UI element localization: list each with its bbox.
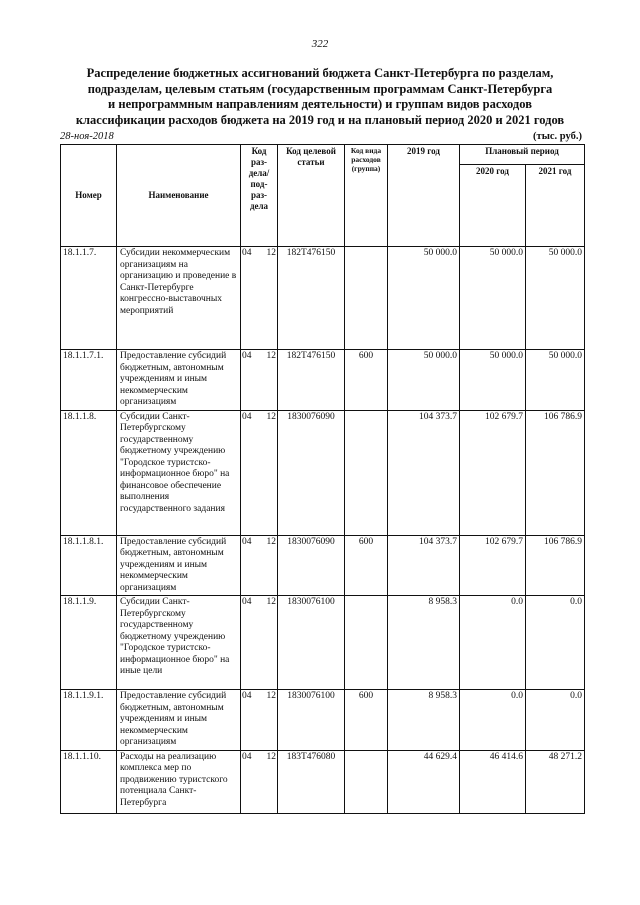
header-name: Наименование — [117, 145, 241, 247]
row-amount-2019: 50 000.0 — [388, 247, 460, 350]
table-row — [61, 247, 585, 350]
row-subsection-code: 12 — [263, 690, 278, 751]
row-amount-2021: 48 271.2 — [526, 750, 585, 813]
title-line-4: классификации расходов бюджета на 2019 год и на плановый период 2020 и 2021 годов — [75, 112, 565, 127]
row-section-code: 04 — [241, 410, 263, 535]
row-subsection-code: 12 — [263, 535, 278, 596]
row-amount-2019: 44 629.4 — [388, 750, 460, 813]
row-name: Субсидии некоммерческим организациям на организацию и проведение в Санкт-Петербурге конгрессно-выставочных мероприятий — [117, 247, 241, 350]
row-name: Расходы на реализацию комплекса мер по продвижению туристского потенциала Санкт-Петербурга — [117, 750, 241, 813]
row-type-code: 600 — [345, 690, 388, 751]
row-amount-2020: 0.0 — [460, 690, 526, 751]
header-2019: 2019 год — [388, 145, 460, 247]
row-subsection-code: 12 — [263, 410, 278, 535]
row-target-code: 182Т476150 — [278, 247, 345, 350]
header-section: Код раз-дела/ под-раз-дела — [241, 145, 278, 247]
row-section-code: 04 — [241, 690, 263, 751]
row-amount-2021: 106 786.9 — [526, 535, 585, 596]
row-name: Субсидии Санкт-Петербургскому государственному бюджетному учреждению "Городское туристско-информационное бюро" на финансовое обеспечение выполнения государственного задания — [117, 410, 241, 535]
title-line-2: подразделам, целевым статьям (государственным программам Санкт-Петербурга — [87, 81, 553, 96]
row-target-code: 1830076100 — [278, 690, 345, 751]
row-type-code — [345, 410, 388, 535]
header-number: Номер — [61, 145, 117, 247]
row-type-code: 600 — [345, 350, 388, 411]
row-amount-2020: 50 000.0 — [460, 247, 526, 350]
table-row — [61, 410, 585, 535]
row-name: Предоставление субсидий бюджетным, автономным учреждениям и иным некоммерческим организациям — [117, 350, 241, 411]
table-row — [61, 750, 585, 813]
row-number: 18.1.1.7. — [61, 247, 117, 350]
table-body — [61, 247, 585, 814]
row-amount-2021: 106 786.9 — [526, 410, 585, 535]
row-section-code: 04 — [241, 750, 263, 813]
row-number: 18.1.1.8.1. — [61, 535, 117, 596]
table-row — [61, 535, 585, 596]
row-name: Предоставление субсидий бюджетным, автономным учреждениям и иным некоммерческим организациям — [117, 690, 241, 751]
table-row — [61, 596, 585, 690]
row-amount-2019: 8 958.3 — [388, 596, 460, 690]
row-target-code: 182Т476150 — [278, 350, 345, 411]
row-section-code: 04 — [241, 596, 263, 690]
row-type-code — [345, 750, 388, 813]
table-row — [61, 690, 585, 751]
header-type: Код вида расходов (группа) — [345, 145, 388, 247]
title-line-1: Распределение бюджетных ассигнований бюджета Санкт-Петербурга по разделам, — [86, 66, 554, 80]
row-amount-2021: 0.0 — [526, 596, 585, 690]
row-subsection-code: 12 — [263, 750, 278, 813]
row-section-code: 04 — [241, 350, 263, 411]
row-type-code — [345, 247, 388, 350]
row-amount-2020: 102 679.7 — [460, 410, 526, 535]
row-section-code: 04 — [241, 535, 263, 596]
row-number: 18.1.1.10. — [61, 750, 117, 813]
table-row — [61, 350, 585, 411]
header-2020: 2020 год — [460, 165, 526, 247]
title-line-3: и непрограммным направлениям деятельности) и группам видов расходов — [108, 97, 532, 111]
row-target-code: 183Т476080 — [278, 750, 345, 813]
row-number: 18.1.1.7.1. — [61, 350, 117, 411]
row-amount-2021: 50 000.0 — [526, 350, 585, 411]
row-target-code: 1830076090 — [278, 535, 345, 596]
row-section-code: 04 — [241, 247, 263, 350]
row-number: 18.1.1.9. — [61, 596, 117, 690]
row-amount-2020: 102 679.7 — [460, 535, 526, 596]
row-name: Предоставление субсидий бюджетным, автономным учреждениям и иным некоммерческим организациям — [117, 535, 241, 596]
row-type-code: 600 — [345, 535, 388, 596]
row-amount-2019: 104 373.7 — [388, 410, 460, 535]
row-number: 18.1.1.8. — [61, 410, 117, 535]
row-number: 18.1.1.9.1. — [61, 690, 117, 751]
row-type-code — [345, 596, 388, 690]
row-amount-2020: 46 414.6 — [460, 750, 526, 813]
header-planned-period: Плановый период — [460, 145, 585, 165]
row-target-code: 1830076090 — [278, 410, 345, 535]
row-name: Субсидии Санкт-Петербургскому государственному бюджетному учреждению "Городское туристско-информационное бюро" на иные цели — [117, 596, 241, 690]
table-header — [61, 145, 585, 247]
page-number: 322 — [311, 38, 329, 50]
row-amount-2020: 0.0 — [460, 596, 526, 690]
units-label: (тыс. руб.) — [533, 131, 582, 142]
header-2021: 2021 год — [526, 165, 585, 247]
row-amount-2019: 104 373.7 — [388, 535, 460, 596]
row-amount-2019: 50 000.0 — [388, 350, 460, 411]
row-subsection-code: 12 — [263, 596, 278, 690]
budget-table — [60, 144, 585, 814]
header-target: Код целевой статьи — [278, 145, 345, 247]
row-amount-2020: 50 000.0 — [460, 350, 526, 411]
document-date: 28-ноя-2018 — [60, 131, 114, 142]
row-subsection-code: 12 — [263, 247, 278, 350]
document-title — [40, 66, 600, 128]
row-target-code: 1830076100 — [278, 596, 345, 690]
row-amount-2021: 50 000.0 — [526, 247, 585, 350]
row-amount-2019: 8 958.3 — [388, 690, 460, 751]
row-amount-2021: 0.0 — [526, 690, 585, 751]
row-subsection-code: 12 — [263, 350, 278, 411]
